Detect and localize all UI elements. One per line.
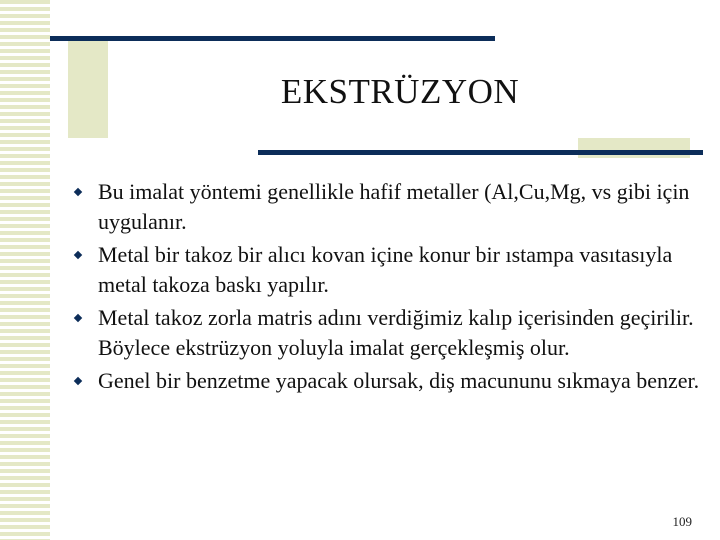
- bullet-text: Metal takoz zorla matris adını verdiğimiz kalıp içerisinden geçirilir. Böylece ekstrüzyon yoluyla imalat gerçekleşmiş olur.: [98, 305, 694, 360]
- bottom-accent-block: [578, 138, 690, 158]
- bullet-item: [75, 177, 705, 237]
- title-accent-block: [68, 40, 108, 138]
- bullet-item: [75, 303, 705, 363]
- diamond-bullet-icon: [74, 251, 82, 259]
- bottom-rule: [258, 150, 703, 155]
- diamond-bullet-icon: [74, 377, 82, 385]
- bullet-item: [75, 240, 705, 300]
- bullet-item: [75, 366, 705, 396]
- bullet-text: Bu imalat yöntemi genellikle hafif metaller (Al,Cu,Mg, vs gibi için uygulanır.: [98, 179, 690, 234]
- top-rule: [50, 36, 495, 41]
- bullet-text: Metal bir takoz bir alıcı kovan içine konur bir ıstampa vasıtasıyla metal takoza baskı yapılır.: [98, 242, 673, 297]
- bullet-text: Genel bir benzetme yapacak olursak, diş macununu sıkmaya benzer.: [98, 368, 700, 393]
- diamond-bullet-icon: [74, 188, 82, 196]
- page-number: 109: [672, 514, 692, 529]
- slide-title: EKSTRÜZYON: [280, 72, 520, 111]
- diamond-bullet-icon: [74, 314, 82, 322]
- bullet-list: [75, 177, 705, 399]
- left-stripe-decoration: [0, 0, 50, 540]
